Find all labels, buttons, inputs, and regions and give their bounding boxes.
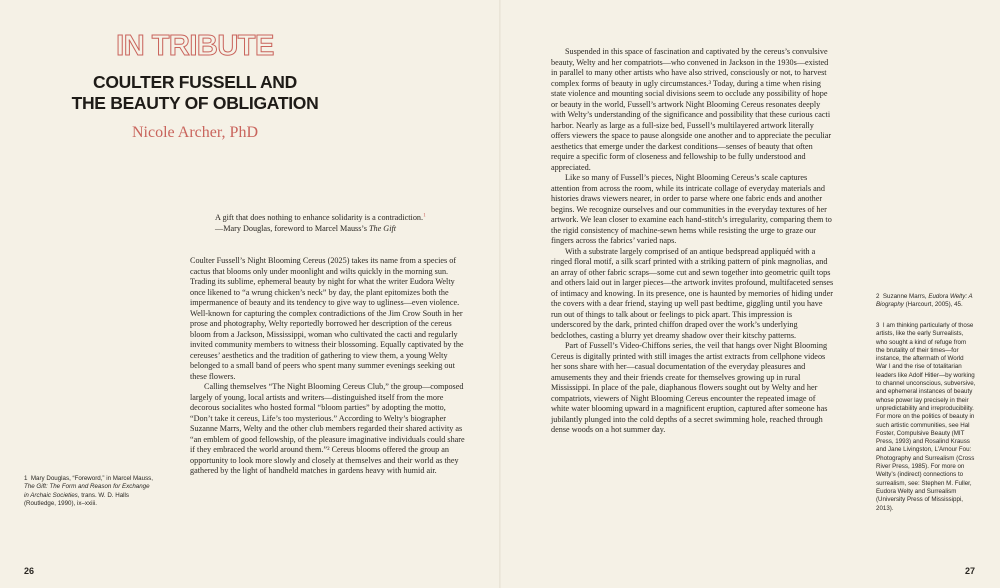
page-number-right: 27 bbox=[965, 566, 976, 576]
epigraph-attribution-prefix: —Mary Douglas, foreword to Marcel Mauss’s bbox=[215, 223, 369, 233]
article-title bbox=[48, 72, 342, 114]
body-paragraph: Calling themselves “The Night Blooming Cereus Club,” the group—composed largely of young, local artists and writers—distinguished itself from the more decorous socialites who hosted formal “bloom parties” by adopting the motto, “Don’t take it cereus, Life’s too mysterious.” According to Welty’s biographer Suzanne Marrs, Welty and the other club members regarded their shared activity as “an emblem of good fellowship, of the pleasure imaginative individuals could share if they embraced the world around them.”² Cereus blooms offered the group an opportunity to look more slowly and closely at themselves and their world as they gathered by the light of handheld matches in gardens heavy with humid air. bbox=[190, 382, 465, 475]
footnote-text-post: , trans. W. D. Halls (Routledge, 1990), ix–xxiii. bbox=[24, 491, 129, 507]
epigraph-attribution bbox=[215, 224, 465, 235]
footnote-2 bbox=[876, 293, 976, 310]
body-paragraph: Part of Fussell’s Video-Chiffons series, the veil that hangs over Night Blooming Cereus is digitally printed with still images the artist extracts from cellphone videos her sons share with her—casual documentation of the everyday pleasures and amusements they and their friends create for themselves growing up in rural Mississippi. In place of the pale, diaphanous flowers sought out by Welty and her compatriots, viewers of Night Blooming Cereus encounter the repeated image of white water blooming upward in a magnificent eruption, captured after someone has jubilantly plunged into the cold depths of a secret swimming hole, reached through dense woods on a hot summer day. bbox=[551, 341, 828, 434]
page-number-left: 26 bbox=[24, 566, 35, 576]
epigraph-quote bbox=[215, 213, 465, 224]
author-byline: Nicole Archer, PhD bbox=[132, 124, 258, 141]
title-line-2: THE BEAUTY OF OBLIGATION bbox=[71, 93, 319, 113]
footnote-text: I am thinking particularly of those artists, like the early Surrealists, who sought a kind of refuge from the brutality of their times—for instance, the aftermath of World War I and the rise of totalitarian leaders like Adolf Hitler—by working to channel unconscious, subversive, and ephemeral instances of beauty whose power lay precisely in their unpredictability and irreproducibility. For more on the politics of beauty in such artistic communities, see Hal Foster, Compulsive Beauty (MIT Press, 1993) and Rosalind Krauss and Jane Livingston, L’Amour Fou: Photography and Surrealism (Cross River Press, 1985). For more on Welty’s (indirect) connections to surrealism, see: Stephen M. Fuller, Eudora Welty and Surrealism (University Press of Mississippi, 2013). bbox=[876, 322, 976, 512]
footnote-text-pre: Suzanne Marrs, bbox=[882, 293, 929, 300]
right-body-column bbox=[551, 47, 834, 436]
footnote-number: 1 bbox=[24, 475, 28, 482]
footnote-number: 2 bbox=[876, 293, 880, 300]
footnote-title: Eudora Welty: A Biography bbox=[876, 293, 973, 309]
footnote-text-post: (Harcourt, 2005), 45. bbox=[903, 301, 963, 309]
page-gutter bbox=[499, 0, 501, 588]
epigraph bbox=[215, 213, 465, 234]
epigraph-note-mark: 1 bbox=[423, 212, 426, 219]
body-paragraph: Suspended in this space of fascination and captivated by the cereus’s convulsive beauty, Welty and her compatriots—who convened in Jackson in the 1930s—existed in parallel to many other artists who have also strived, consciously or not, to harvest complex forms of beauty in ugly circumstances.³ Today, during a time when rising state violence and mounting social divisions seem to occlude any possibility of hope or beauty in the world, Fussell’s artwork Night Blooming Cereus resonates deeply with Welty’s understanding of the significance and possibility that these curious cacti harbor. Nearly as large as a full-size bed, Fussell’s multilayered artwork literally offers viewers the space to pause alongside one another and to appreciate the peculiar aesthetics that emerge under the darkest conditions—senses of beauty that often require a specific form of closeness and fellowship to be fully understood and appreciated. bbox=[551, 47, 832, 172]
body-paragraph: Coulter Fussell’s Night Blooming Cereus (2025) takes its name from a species of cactus that blooms only under moonlight and wilts quickly in the morning sun. Trading its sublime, ephemeral beauty by night for what the writer Eudora Welty once likened to “a wrung chicken’s neck” by day, the plant epitomizes both the impermanence of beauty and its tendency to give way to ugliness—even violence. Well-known for capturing the complex contradictions of the Jim Crow South in her prose and photography, Welty reportedly borrowed her description of the cereus bloom from a Jackson, Mississippi, woman who cultivated the cacti and regularly invited community members to witness their blossoming. Equally captivated by the cereuses’ aesthetics and the tradition of gathering to view them, a young Welty belonged to a small band of peers who spent many summer evenings seeking out these flowers. bbox=[190, 256, 464, 381]
footnote-number: 3 bbox=[876, 322, 880, 329]
footnote-text-pre: Mary Douglas, “Foreword,” in Marcel Mauss, bbox=[30, 475, 153, 482]
footnote-3 bbox=[876, 322, 976, 513]
footnote-title: The Gift: The Form and Reason for Exchange in Archaic Societies bbox=[24, 483, 150, 499]
body-paragraph: Like so many of Fussell’s pieces, Night Blooming Cereus’s scale captures attention from across the room, while its intricate collage of everyday materials and histories draws viewers nearer, in order to parse where one fabric ends and another begins. We recognize ourselves and our communities in the everyday textures of her artwork. We lean closer to examine each hand-stitch’s irregularity, comparing them to the rigid consistency of machine-sewn hems while resisting the urge to graze our fingers across the fabrics’ varied naps. bbox=[551, 173, 832, 245]
body-paragraph: With a substrate largely comprised of an antique bedspread appliquéd with a ringed floral motif, a silk scarf printed with a striking pattern of pink magnolias, and an array of other fabric scraps—some cut and sewn together into geometric quilt tops and others laid out in larger pieces—the artwork invites profound, multifaceted senses of intimacy and knowing. In its presence, one is haunted by memories of hiding under the covers with a dear friend, staying up well past bedtime, giggling until you have run out of things to talk about or feelings to pick apart. This impression is underscored by the dark, printed chiffon draped over the work’s underlying bedclothes, casting a blurry yet dreamy shadow over their kitschy patterns. bbox=[551, 246, 834, 340]
left-body-column bbox=[190, 256, 470, 477]
section-kicker: IN TRIBUTE bbox=[116, 30, 274, 62]
footnote-1 bbox=[24, 475, 154, 508]
epigraph-attribution-title: The Gift bbox=[368, 223, 397, 233]
epigraph-quote-text: A gift that does nothing to enhance solidarity is a contradiction. bbox=[215, 213, 424, 222]
title-line-1: COULTER FUSSELL AND bbox=[93, 72, 297, 92]
